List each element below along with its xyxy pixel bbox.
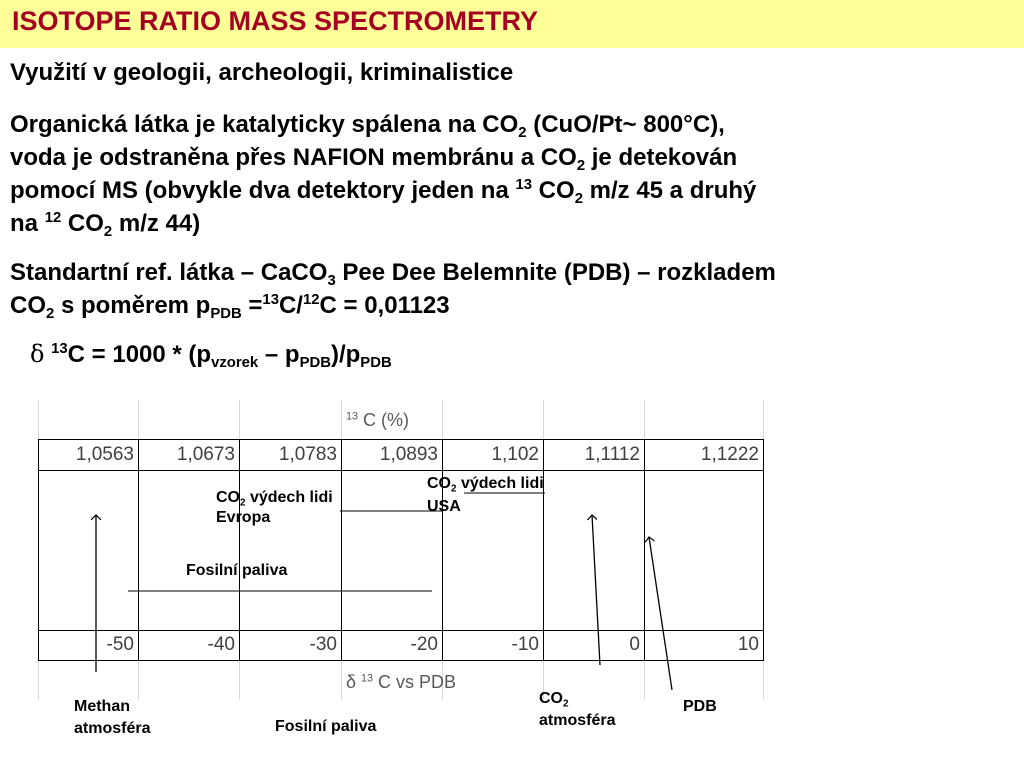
text: CO [10,292,46,319]
subscript: PDB [360,355,392,372]
text: výdech lidi [456,475,544,492]
subscript: 2 [46,306,55,323]
subscript: vzorek [211,355,259,372]
text: voda je odstraněna přes NAFION membránu a CO [10,144,577,171]
annot-line: atmosféra [74,720,151,737]
text: Organická látka je katalyticky spálena na CO [10,111,519,138]
text: výdech lidi [245,489,333,506]
text: (CuO/Pt~ 800°C), [526,111,725,138]
annotation-fossil-inner: Fosilní paliva [186,562,288,579]
annot-line: USA [427,498,461,515]
text: m/z 44) [112,210,201,237]
label-methane-atmosphere [74,696,150,740]
annotation-co2-europe [216,488,333,528]
bottom-value-cell: 0 [629,634,640,655]
top-value-cell: 1,1112 [584,444,640,465]
label-pdb: PDB [683,698,717,715]
pdb-arrow [649,537,672,690]
text: je detekován [585,144,738,171]
superscript: 13 [346,410,359,423]
annot-line [539,688,615,710]
superscript: 13 [361,672,374,685]
subscript: 2 [563,698,569,710]
text: C (%) [358,410,410,430]
text: CO [61,210,104,237]
top-value-cell: 1,0893 [379,444,438,465]
top-value-cell: 1,0783 [278,444,337,465]
superscript: 13 [262,292,279,309]
text: C vs PDB [373,672,457,692]
bottom-value-cell: -30 [309,634,337,655]
text: na [10,210,45,237]
top-value-cell: 1,0673 [176,444,235,465]
text: δ [346,672,362,692]
text: )/p [330,341,361,368]
superscript: 12 [302,292,320,309]
subtitle-text: Využití v geologii, archeologii, kriminalistice [10,59,514,86]
subscript: 2 [451,483,457,495]
label-co2-atmosphere [539,688,615,732]
text: s poměrem p [54,292,211,319]
bottom-value-cell: 10 [737,634,759,655]
subscript: 2 [240,497,246,509]
text: = [241,292,263,319]
superscript: 12 [44,210,62,227]
annot-line: atmosféra [539,712,616,729]
text: CO [427,475,451,492]
superscript: 13 [515,177,533,194]
subscript: PDB [299,355,331,372]
text: CO [532,177,575,204]
text: CO [539,690,563,707]
subscript: PDB [210,306,242,323]
top-value-cell: 1,0563 [75,444,134,465]
slide-title: ISOTOPE RATIO MASS SPECTROMETRY [12,6,539,36]
text: m/z 45 a druhý [582,177,757,204]
text: CO [216,489,240,506]
text: Standartní ref. látka – CaCO [10,259,328,286]
text: C = 1000 * (p [67,341,212,368]
annot-line: Evropa [216,509,271,526]
annot-line [216,488,333,508]
subscript: 2 [576,158,586,175]
annot-line: Methan [74,698,130,715]
subscript: 2 [103,224,113,241]
annot-line [427,472,544,495]
delta-symbol: δ [30,340,45,368]
subscript: 2 [518,125,527,142]
top-value-cell: 1,1222 [700,444,759,465]
text: C/ [278,292,303,319]
bottom-value-cell: -40 [207,634,235,655]
co2-atmosphere-arrow [592,515,600,665]
label-fossil-fuels: Fosilní paliva [275,718,377,735]
text: C = 0,01123 [319,292,450,319]
subscript: 2 [574,191,583,208]
top-value-cell: 1,102 [491,444,539,465]
text: Pee Dee Belemnite (PDB) – rozkladem [335,259,776,286]
bottom-value-cell: -20 [410,634,438,655]
text: pomocí MS (obvykle dva detektory jeden na [10,177,516,204]
text: – p [258,341,300,368]
subscript: 3 [327,273,336,290]
bottom-value-cell: -10 [511,634,539,655]
bottom-value-cell: -50 [106,634,134,655]
annotation-co2-usa [427,472,544,518]
superscript: 13 [51,341,68,358]
